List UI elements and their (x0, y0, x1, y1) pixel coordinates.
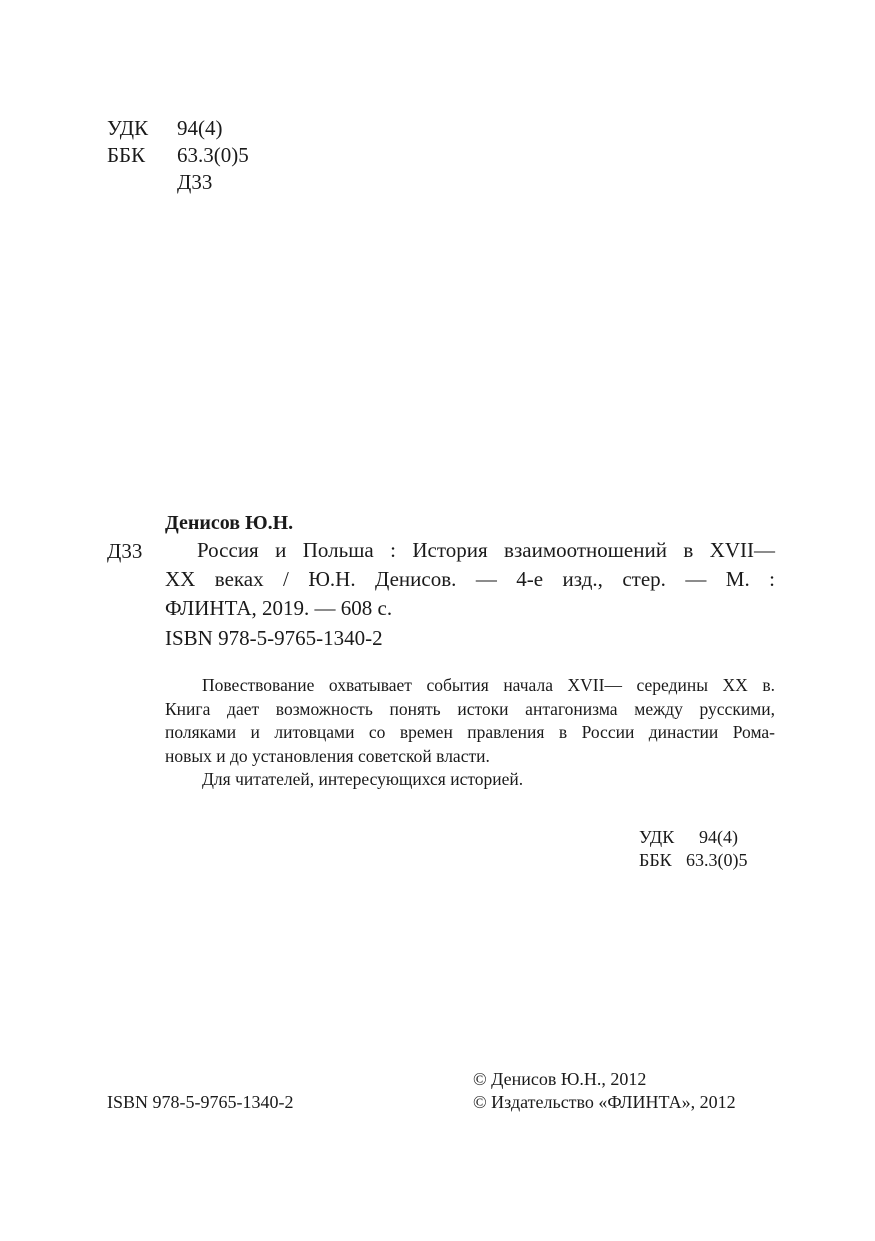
bib-line: XX веках / Ю.Н. Денисов. — 4-е изд., стер. — М. : (165, 567, 775, 591)
annotation-line: новых и до установления советской власти. (165, 745, 490, 766)
bibliographic-description (165, 536, 775, 623)
bbk-label: ББК (107, 143, 146, 167)
bbk-label-bottom: ББК (639, 850, 672, 870)
udk-label-bottom: УДК (639, 827, 675, 847)
bib-line: ФЛИНТА, 2019. — 608 с. (165, 596, 393, 620)
isbn-bottom: ISBN 978-5-9765-1340-2 (107, 1092, 294, 1112)
author-mark: Д33 (107, 539, 143, 563)
annotation (165, 674, 775, 792)
udk-value-bottom: 94(4) (699, 827, 738, 847)
copyright-publisher: © Издательство «ФЛИНТА», 2012 (473, 1092, 736, 1112)
copyright-author: © Денисов Ю.Н., 2012 (473, 1069, 647, 1089)
author-name: Денисов Ю.Н. (165, 512, 294, 534)
udk-value: 94(4) (177, 116, 223, 140)
isbn-main: ISBN 978-5-9765-1340-2 (165, 626, 383, 650)
bib-line: Россия и Польша : История взаимоотношений в XVII— (197, 538, 775, 562)
udk-label: УДК (107, 116, 149, 140)
author-mark-top: Д33 (177, 170, 213, 194)
annotation-line: поляками и литовцами со времен правления в России династии Рома- (165, 722, 775, 742)
bbk-value-bottom: 63.3(0)5 (686, 850, 748, 870)
annotation-line: Повествование охватывает события начала XVII— середины XX в. (202, 675, 775, 695)
annotation-line: Книга дает возможность понять истоки антагонизма между русскими, (165, 698, 775, 719)
annotation-line: Для читателей, интересующихся историей. (202, 769, 524, 789)
bbk-value: 63.3(0)5 (177, 143, 249, 167)
